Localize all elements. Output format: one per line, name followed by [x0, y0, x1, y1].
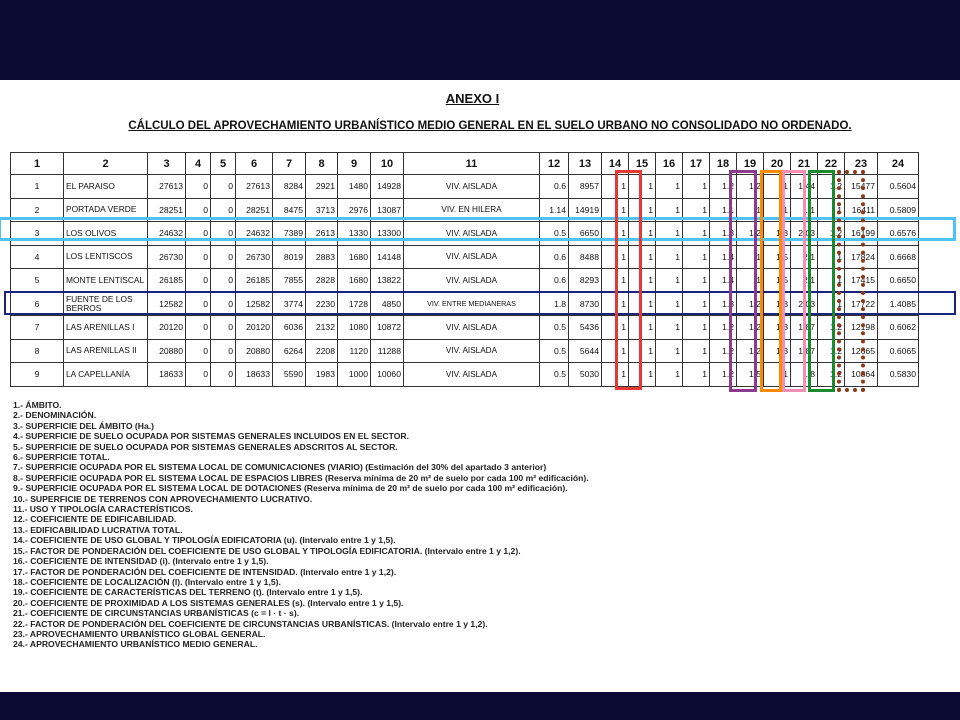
legend-item: 2.- DENOMINACIÓN. [13, 410, 97, 421]
table-cell: 1.3 [764, 222, 791, 246]
table-cell: 10060 [371, 363, 404, 387]
table-cell: 0 [186, 339, 211, 363]
table-cell: VIV. AISLADA [404, 245, 540, 269]
legend-item: 5.- SUPERFICIE DE SUELO OCUPADA POR SISTEMAS GENERALES ADSCRITOS AL SECTOR. [13, 441, 398, 452]
table-cell: 28251 [236, 198, 273, 222]
column-header: 9 [338, 153, 371, 175]
table-cell: 2.03 [791, 222, 818, 246]
table-cell: 1 [764, 175, 791, 199]
table-cell: 1 [656, 198, 683, 222]
table-cell: 5590 [273, 363, 306, 387]
table-cell: 1983 [306, 363, 338, 387]
table-cell: 1 [602, 198, 629, 222]
col-18-highlight [729, 170, 757, 392]
table-cell: 0 [186, 222, 211, 246]
table-cell: 1 [656, 245, 683, 269]
table-cell: 2613 [306, 222, 338, 246]
table-cell: 0 [186, 363, 211, 387]
table-cell: 0.5 [540, 222, 569, 246]
table-cell: 1080 [338, 316, 371, 340]
table-cell: 12198 [845, 316, 878, 340]
table-cell: 1 [602, 292, 629, 316]
table-cell: 5436 [569, 316, 602, 340]
table-cell: 1330 [338, 222, 371, 246]
table-cell: 1 [629, 269, 656, 293]
column-header: 7 [273, 153, 306, 175]
column-header: 6 [236, 153, 273, 175]
table-cell: 13822 [371, 269, 404, 293]
table-cell: 1 [656, 269, 683, 293]
table-cell: 1 [629, 198, 656, 222]
legend-item: 11.- USO Y TIPOLOGÍA CARACTERÍSTICOS. [13, 504, 193, 515]
table-cell: MONTE LENTISCAL [64, 269, 148, 293]
table-cell: 1 [683, 316, 710, 340]
table-cell: 9 [11, 363, 64, 387]
table-cell: 17415 [845, 269, 878, 293]
table-cell: 1 [629, 222, 656, 246]
col-20-highlight [782, 170, 806, 392]
table-cell: 16411 [845, 198, 878, 222]
legend-item: 15.- FACTOR DE PONDERACIÓN DEL COEFICIENTE DE USO GLOBAL Y TIPOLOGÍA EDIFICATORIA. (Intervalo entre 1 y 1,2). [13, 545, 521, 556]
table-cell: 2921 [306, 175, 338, 199]
table-cell: 1680 [338, 269, 371, 293]
table-cell: 1.2 [737, 339, 764, 363]
table-cell: 1 [683, 269, 710, 293]
table-cell: 1 [656, 339, 683, 363]
table-cell: 1.3 [710, 292, 737, 316]
table-cell: 10864 [845, 363, 878, 387]
table-cell: 1 [818, 292, 845, 316]
table-cell: 10872 [371, 316, 404, 340]
col-21-highlight [808, 170, 835, 392]
table-cell: 27613 [148, 175, 186, 199]
table-cell: 1 [656, 316, 683, 340]
table-cell: 0.6062 [878, 316, 919, 340]
table-cell: 1 [656, 222, 683, 246]
table-cell: 3 [11, 222, 64, 246]
table-cell: 8730 [569, 292, 602, 316]
col-14-highlight [615, 170, 642, 390]
column-header: 14 [602, 153, 629, 175]
column-legend [13, 400, 913, 650]
column-header: 10 [371, 153, 404, 175]
table-cell: 1 [737, 269, 764, 293]
table-cell: 8 [11, 339, 64, 363]
table-cell: 13087 [371, 198, 404, 222]
column-header: 18 [710, 153, 737, 175]
table-cell: 1 [737, 245, 764, 269]
table-cell: 7855 [273, 269, 306, 293]
table-cell: 1 [656, 175, 683, 199]
table-cell: 1 [656, 363, 683, 387]
table-cell: 0.5809 [878, 198, 919, 222]
table-cell: 1.8 [540, 292, 569, 316]
table-cell: 17722 [845, 292, 878, 316]
table-cell: 1 [683, 175, 710, 199]
table-cell: 0 [186, 269, 211, 293]
table-cell: 0 [186, 316, 211, 340]
table-cell: 24632 [236, 222, 273, 246]
legend-item: 20.- COEFICIENTE DE PROXIMIDAD A LOS SISTEMAS GENERALES (s). (Intervalo entre 1 y 1,5). [13, 597, 404, 608]
column-header: 17 [683, 153, 710, 175]
table-cell: VIV. ENTRE MEDIANERAS [404, 292, 540, 316]
table-cell: 1 [602, 222, 629, 246]
table-cell: 1.87 [791, 339, 818, 363]
legend-item: 23.- APROVECHAMIENTO URBANÍSTICO GLOBAL GENERAL. [13, 628, 266, 639]
table-cell: 0 [211, 292, 236, 316]
table-cell: 1 [683, 245, 710, 269]
table-cell: 1480 [338, 175, 371, 199]
table-cell: 1.5 [764, 245, 791, 269]
legend-item: 13.- EDIFICABILIDAD LUCRATIVA TOTAL. [13, 524, 183, 535]
table-cell: 8019 [273, 245, 306, 269]
table-cell: 8293 [569, 269, 602, 293]
column-header: 3 [148, 153, 186, 175]
table-cell: 0 [211, 198, 236, 222]
table-cell: 1.2 [818, 316, 845, 340]
legend-item: 17.- FACTOR DE PONDERACIÓN DEL COEFICIENTE DE INTENSIDAD. (Intervalo entre 1 y 1,2). [13, 566, 397, 577]
legend-item: 21.- COEFICIENTE DE CIRCUNSTANCIAS URBANÍSTICAS (c = l · t · s). [13, 608, 300, 619]
table-cell: 16199 [845, 222, 878, 246]
table-cell: LA CAPELLANÍA [64, 363, 148, 387]
table-cell: 1 [602, 339, 629, 363]
table-cell: 2883 [306, 245, 338, 269]
table-cell: 1.2 [818, 222, 845, 246]
table-cell: 1.8 [791, 363, 818, 387]
table-cell: 0.6668 [878, 245, 919, 269]
column-header: 21 [791, 153, 818, 175]
table-cell: VIV. AISLADA [404, 363, 540, 387]
table-cell: 1.2 [818, 363, 845, 387]
table-cell: EL PARAISO [64, 175, 148, 199]
table-cell: 1 [629, 175, 656, 199]
table-cell: 0.5 [540, 339, 569, 363]
table-cell: 1.2 [710, 339, 737, 363]
table-cell: 2.03 [791, 292, 818, 316]
table-cell: 0 [211, 222, 236, 246]
table-cell: 18633 [236, 363, 273, 387]
table-cell: 0 [211, 245, 236, 269]
table-cell: 28251 [148, 198, 186, 222]
legend-item: 6.- SUPERFICIE TOTAL. [13, 452, 110, 463]
legend-item: 8.- SUPERFICIE OCUPADA POR EL SISTEMA LOCAL DE ESPACIOS LIBRES (Reserva mínima de 20 m² de suelo por cada 100 m² edificación). [13, 472, 589, 483]
table-cell: 1728 [338, 292, 371, 316]
table-cell: VIV. AISLADA [404, 269, 540, 293]
table-cell: 1.4 [710, 245, 737, 269]
table-cell: FUENTE DE LOS BERROS [64, 292, 148, 316]
column-header: 23 [845, 153, 878, 175]
table-cell: 0.6576 [878, 222, 919, 246]
table-cell: 1 [818, 245, 845, 269]
table-cell: 1.2 [737, 316, 764, 340]
legend-item: 10.- SUPERFICIE DE TERRENOS CON APROVECHAMIENTO LUCRATIVO. [13, 493, 313, 504]
table-cell: 1 [629, 363, 656, 387]
table-cell: 2230 [306, 292, 338, 316]
table-cell: 0 [211, 269, 236, 293]
table-cell: 24632 [148, 222, 186, 246]
table-cell: 20880 [236, 339, 273, 363]
table-cell: VIV. EN HILERA [404, 198, 540, 222]
table-cell: 0 [186, 245, 211, 269]
table-cell: 1 [683, 292, 710, 316]
column-header: 12 [540, 153, 569, 175]
column-header: 20 [764, 153, 791, 175]
table-cell: 5644 [569, 339, 602, 363]
table-cell: 1.2 [818, 175, 845, 199]
table-cell: 0 [211, 316, 236, 340]
legend-item: 14.- COEFICIENTE DE USO GLOBAL Y TIPOLOGÍA EDIFICATORIA (u). (Intervalo entre 1 y 1,5). [13, 535, 396, 546]
table-cell: 1 [818, 269, 845, 293]
table-cell: 6264 [273, 339, 306, 363]
document-subtitle: CÁLCULO DEL APROVECHAMIENTO URBANÍSTICO MEDIO GENERAL EN EL SUELO URBANO NO CONSOLIDADO NO ORDENADO. [128, 120, 852, 132]
scanned-document [0, 80, 960, 692]
col-22-highlight [837, 170, 865, 392]
table-cell: 1 [656, 292, 683, 316]
column-header: 16 [656, 153, 683, 175]
table-cell: 1.14 [540, 198, 569, 222]
table-cell: 1 [683, 198, 710, 222]
col-19-highlight [760, 170, 782, 392]
table-cell: 1.4 [710, 269, 737, 293]
table-cell: 20120 [236, 316, 273, 340]
table-cell: 1 [764, 363, 791, 387]
table-cell: 0.5604 [878, 175, 919, 199]
table-cell: 8284 [273, 175, 306, 199]
table-cell: 20120 [148, 316, 186, 340]
table-cell: 12582 [148, 292, 186, 316]
table-cell: 1000 [338, 363, 371, 387]
table-cell: 1 [683, 363, 710, 387]
table-cell: 4850 [371, 292, 404, 316]
table-cell: 1 [602, 175, 629, 199]
table-cell: 5 [11, 269, 64, 293]
table-cell: VIV. AISLADA [404, 222, 540, 246]
table-cell: 11288 [371, 339, 404, 363]
table-cell: 0 [186, 198, 211, 222]
table-cell: 18633 [148, 363, 186, 387]
legend-item: 3.- SUPERFICIE DEL ÁMBITO (Ha.) [13, 420, 155, 431]
table-cell: 1 [602, 363, 629, 387]
table-cell: 26730 [148, 245, 186, 269]
table-cell: VIV. AISLADA [404, 175, 540, 199]
table-cell: 1 [602, 316, 629, 340]
table-cell: 1120 [338, 339, 371, 363]
legend-item: 4.- SUPERFICIE DE SUELO OCUPADA POR SISTEMAS GENERALES INCLUIDOS EN EL SECTOR. [13, 431, 409, 442]
table-cell: 1.1 [710, 198, 737, 222]
table-cell: 8488 [569, 245, 602, 269]
table-cell: 0.6 [540, 269, 569, 293]
table-cell: 1.2 [710, 175, 737, 199]
table-cell: 13300 [371, 222, 404, 246]
table-cell: 0 [186, 175, 211, 199]
table-cell: 1.3 [764, 292, 791, 316]
table-cell: 14928 [371, 175, 404, 199]
table-cell: 1 [602, 269, 629, 293]
table-cell: 1 [737, 198, 764, 222]
table-cell: 2976 [338, 198, 371, 222]
table-cell: 3774 [273, 292, 306, 316]
legend-item: 7.- SUPERFICIE OCUPADA POR EL SISTEMA LOCAL DE COMUNICACIONES (VIARIO) (Estimación del 30% del apartado 3 anterior) [13, 462, 547, 473]
table-cell: 2828 [306, 269, 338, 293]
column-header: 19 [737, 153, 764, 175]
table-cell: 1 [683, 339, 710, 363]
table-cell: 1.1 [791, 198, 818, 222]
legend-item: 18.- COEFICIENTE DE LOCALIZACIÓN (l). (Intervalo entre 1 y 1,5). [13, 576, 281, 587]
table-cell: 8475 [273, 198, 306, 222]
table-cell: 1 [629, 245, 656, 269]
table-cell: 1 [764, 198, 791, 222]
column-header: 13 [569, 153, 602, 175]
table-cell: 2208 [306, 339, 338, 363]
document-title: ANEXO I [445, 91, 500, 106]
column-header: 8 [306, 153, 338, 175]
table-cell: 2.1 [791, 269, 818, 293]
table-cell: 0.6 [540, 245, 569, 269]
table-cell: 6036 [273, 316, 306, 340]
legend-item: 24.- APROVECHAMIENTO URBANÍSTICO MEDIO GENERAL. [13, 639, 258, 650]
table-cell: 1.2 [737, 222, 764, 246]
table-cell: 0 [211, 339, 236, 363]
table-cell: 0.6 [540, 175, 569, 199]
table-cell: 1 [629, 316, 656, 340]
table-cell: 1.4085 [878, 292, 919, 316]
table-cell: 0.6065 [878, 339, 919, 363]
table-cell: 2132 [306, 316, 338, 340]
table-cell: 1680 [338, 245, 371, 269]
table-cell: 0 [211, 363, 236, 387]
table-cell: LOS OLIVOS [64, 222, 148, 246]
table-cell: 1.2 [710, 363, 737, 387]
table-cell: 1.87 [791, 316, 818, 340]
table-cell: 1.5 [737, 363, 764, 387]
table-cell: 0.5830 [878, 363, 919, 387]
table-cell: 1 [602, 245, 629, 269]
column-header: 15 [629, 153, 656, 175]
table-cell: 14148 [371, 245, 404, 269]
table-cell: 1.3 [764, 316, 791, 340]
table-cell: 1 [629, 339, 656, 363]
legend-item: 9.- SUPERFICIE OCUPADA POR EL SISTEMA LOCAL DE DOTACIONES (Reserva mínima de 20 m² de suelo por cada 100 m² edificación). [13, 483, 568, 494]
column-header: 4 [186, 153, 211, 175]
legend-item: 22.- FACTOR DE PONDERACIÓN DEL COEFICIENTE DE CIRCUNSTANCIAS URBANÍSTICAS. (Intervalo entre 1 y 1,2). [13, 618, 488, 629]
table-cell: 1.44 [791, 175, 818, 199]
table-cell: 1.2 [818, 339, 845, 363]
table-cell: 1.2 [737, 292, 764, 316]
table-cell: 5030 [569, 363, 602, 387]
table-cell: 1.2 [737, 175, 764, 199]
table-cell: 15477 [845, 175, 878, 199]
table-cell: 17824 [845, 245, 878, 269]
table-cell: 1 [818, 198, 845, 222]
table-cell: 1 [11, 175, 64, 199]
table-cell: 27613 [236, 175, 273, 199]
table-cell: 1 [629, 292, 656, 316]
table-cell: 0 [211, 175, 236, 199]
table-cell: 2 [11, 198, 64, 222]
table-cell: LAS ARENILLAS I [64, 316, 148, 340]
table-cell: 1 [683, 222, 710, 246]
column-header: 2 [64, 153, 148, 175]
table-cell: 12582 [236, 292, 273, 316]
table-cell: 6650 [569, 222, 602, 246]
table-cell: 0.5 [540, 316, 569, 340]
table-cell: 1.2 [710, 316, 737, 340]
table-cell: LOS LENTISCOS [64, 245, 148, 269]
table-cell: 7389 [273, 222, 306, 246]
table-cell: LAS ARENILLAS II [64, 339, 148, 363]
table-cell: 1.5 [764, 269, 791, 293]
column-header: 5 [211, 153, 236, 175]
table-cell: 26730 [236, 245, 273, 269]
table-cell: 1.3 [764, 339, 791, 363]
table-cell: 20880 [148, 339, 186, 363]
column-header: 22 [818, 153, 845, 175]
legend-item: 1.- ÁMBITO. [13, 400, 62, 410]
table-cell: 26185 [236, 269, 273, 293]
legend-item: 16.- COEFICIENTE DE INTENSIDAD (i). (Intervalo entre 1 y 1,5). [13, 556, 269, 567]
column-header: 11 [404, 153, 540, 175]
table-cell: 4 [11, 245, 64, 269]
legend-item: 12.- COEFICIENTE DE EDIFICABILIDAD. [13, 514, 177, 525]
table-cell: 7 [11, 316, 64, 340]
table-cell: 0 [186, 292, 211, 316]
table-cell: VIV. AISLADA [404, 316, 540, 340]
column-header: 24 [878, 153, 919, 175]
table-cell: 1.3 [710, 222, 737, 246]
table-cell: 14919 [569, 198, 602, 222]
table-cell: 12665 [845, 339, 878, 363]
column-header: 1 [11, 153, 64, 175]
table-cell: 0.5 [540, 363, 569, 387]
table-cell: 2.1 [791, 245, 818, 269]
legend-item: 19.- COEFICIENTE DE CARACTERÍSTICAS DEL TERRENO (t). (Intervalo entre 1 y 1,5). [13, 587, 363, 598]
table-cell: 8957 [569, 175, 602, 199]
table-cell: 0.6650 [878, 269, 919, 293]
table-cell: 3713 [306, 198, 338, 222]
table-cell: 26185 [148, 269, 186, 293]
table-cell: PORTADA VERDE [64, 198, 148, 222]
table-cell: VIV. AISLADA [404, 339, 540, 363]
table-cell: 6 [11, 292, 64, 316]
